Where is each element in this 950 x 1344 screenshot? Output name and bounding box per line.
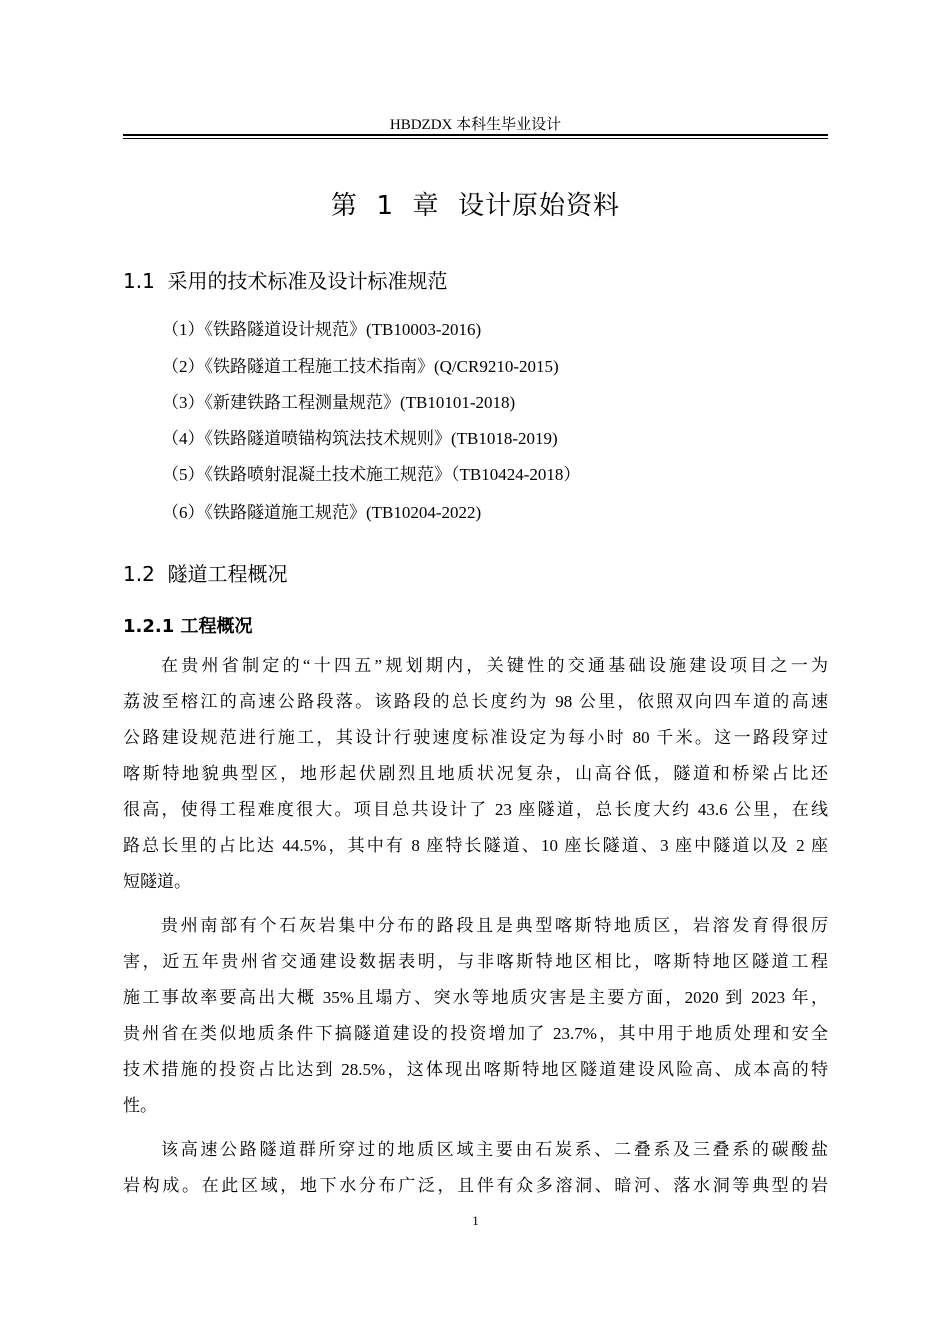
standard-item: （6）《铁路隧道施工规范》(TB10204-2022) <box>162 503 482 522</box>
standard-item: （4）《铁路隧道喷锚构筑法技术规则》(TB1018-2019) <box>162 429 558 448</box>
paragraph-line: 喀斯特地貌典型区，地形起伏剧烈且地质状况复杂，山高谷低，隧道和桥梁占比还 <box>123 764 828 783</box>
paragraph-line: 在贵州省制定的“十四五”规划期内，关键性的交通基础设施建设项目之一为 <box>161 656 828 675</box>
section-heading-1-2: 1.2 隧道工程概况 <box>123 562 288 586</box>
paragraph-line: 很高，使得工程难度很大。项目总共设计了 23 座隧道，总长度大约 43.6 公里，在线 <box>123 800 828 819</box>
chapter-title: 第 1 章 设计原始资料 <box>330 191 621 221</box>
paragraph-line: 路总长里的占比达 44.5%，其中有 8 座特长隧道、10 座长隧道、3 座中隧道以及 2 座 <box>123 836 828 855</box>
paragraph-line: 荔波至榕江的高速公路段落。该路段的总长度约为 98 公里，依照双向四车道的高速 <box>123 692 828 711</box>
header-rule-thick <box>123 134 828 136</box>
page-number: 1 <box>472 1213 479 1228</box>
standard-item: （1）《铁路隧道设计规范》(TB10003-2016) <box>162 320 482 339</box>
standard-item: （5）《铁路喷射混凝土技术施工规范》（TB10424-2018） <box>162 465 581 484</box>
paragraph-line: 贵州南部有个石灰岩集中分布的路段且是典型喀斯特地质区，岩溶发育得很厉 <box>161 916 828 935</box>
header-rule-thin <box>123 138 828 139</box>
body-paragraph <box>123 1132 828 1204</box>
paragraph-line: 技术措施的投资占比达到 28.5%，这体现出喀斯特地区隧道建设风险高、成本高的特 <box>123 1060 828 1079</box>
standard-item: （3）《新建铁路工程测量规范》(TB10101-2018) <box>162 393 516 412</box>
subsection-heading-1-2-1: 1.2.1 工程概况 <box>123 616 253 637</box>
paragraph-line: 该高速公路隧道群所穿过的地质区域主要由石炭系、二叠系及三叠系的碳酸盐 <box>161 1140 828 1159</box>
section-heading-1-1: 1.1 采用的技术标准及设计标准规范 <box>123 269 448 293</box>
body-paragraph <box>123 908 828 1124</box>
paragraph-line: 公路建设规范进行施工，其设计行驶速度标准设定为每小时 80 千米。这一路段穿过 <box>123 728 828 747</box>
paragraph-line: 害，近五年贵州省交通建设数据表明，与非喀斯特地区相比，喀斯特地区隧道工程 <box>123 952 828 971</box>
paragraph-line: 施工事故率要高出大概 35%且塌方、突水等地质灾害是主要方面，2020 到 2023 年， <box>123 988 828 1007</box>
paragraph-line: 贵州省在类似地质条件下搞隧道建设的投资增加了 23.7%，其中用于地质处理和安全 <box>123 1024 828 1043</box>
paragraph-line: 短隧道。 <box>123 872 191 891</box>
body-paragraph <box>123 648 828 900</box>
standard-item: （2）《铁路隧道工程施工技术指南》(Q/CR9210-2015) <box>162 357 559 376</box>
paragraph-line: 性。 <box>123 1096 157 1115</box>
paragraph-line: 岩构成。在此区域，地下水分布广泛，且伴有众多溶洞、暗河、落水洞等典型的岩 <box>123 1176 828 1195</box>
running-header: HBDZDX 本科生毕业设计 <box>389 117 562 133</box>
